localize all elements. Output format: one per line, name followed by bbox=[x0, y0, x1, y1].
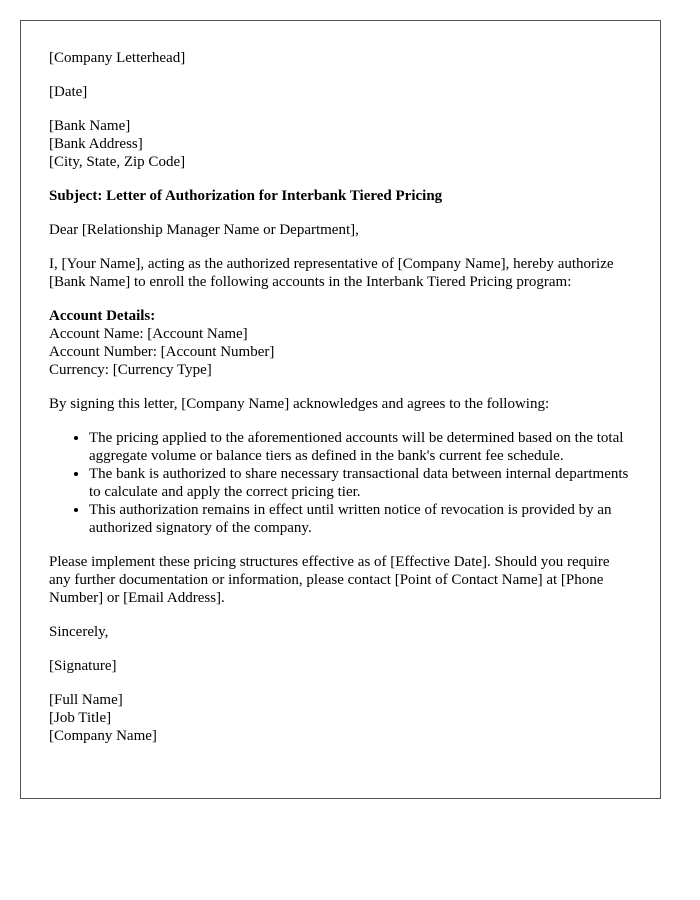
account-details bbox=[49, 307, 632, 379]
bank-address: [Bank Address] bbox=[49, 136, 143, 152]
term-item: • The pricing applied to the aforementioned accounts will be determined based on the total aggregate volume or balance tiers as defined in the bank's current fee schedule. bbox=[89, 429, 632, 465]
date: [Date] bbox=[49, 84, 88, 100]
signature: [Signature] bbox=[49, 658, 117, 674]
letterhead: [Company Letterhead] bbox=[49, 50, 186, 66]
closing-paragraph: Please implement these pricing structures effective as of [Effective Date]. Should you require any further documentation or information, please contact [Point of Contact Name] at [Phone Number] or [Email Address]. bbox=[49, 554, 610, 606]
term-item: • This authorization remains in effect until written notice of revocation is provided by an authorized signatory of the company. bbox=[89, 501, 632, 537]
signer-company: [Company Name] bbox=[49, 728, 157, 744]
account-name: Account Name: [Account Name] bbox=[49, 326, 248, 342]
bank-city: [City, State, Zip Code] bbox=[49, 154, 186, 170]
subject: Subject: Letter of Authorization for Interbank Tiered Pricing bbox=[49, 188, 443, 204]
account-details-heading: Account Details: bbox=[49, 308, 156, 324]
acknowledgement: By signing this letter, [Company Name] acknowledges and agrees to the following: bbox=[49, 396, 550, 412]
terms-list bbox=[49, 429, 632, 537]
account-number: Account Number: [Account Number] bbox=[49, 344, 275, 360]
currency: Currency: [Currency Type] bbox=[49, 362, 212, 378]
intro-paragraph: I, [Your Name], acting as the authorized representative of [Company Name], hereby authorize [Bank Name] to enroll the following accounts in the Interbank Tiered Pricing program: bbox=[49, 256, 614, 290]
salutation: Dear [Relationship Manager Name or Department], bbox=[49, 222, 359, 238]
closing: Sincerely, bbox=[49, 624, 109, 640]
signer-title: [Job Title] bbox=[49, 710, 112, 726]
signer-block bbox=[49, 691, 632, 745]
letter bbox=[20, 20, 661, 799]
recipient-address bbox=[49, 117, 632, 171]
bank-name: [Bank Name] bbox=[49, 118, 131, 134]
term-item: • The bank is authorized to share necessary transactional data between internal departments to calculate and apply the correct pricing tier. bbox=[89, 465, 632, 501]
signer-name: [Full Name] bbox=[49, 692, 123, 708]
